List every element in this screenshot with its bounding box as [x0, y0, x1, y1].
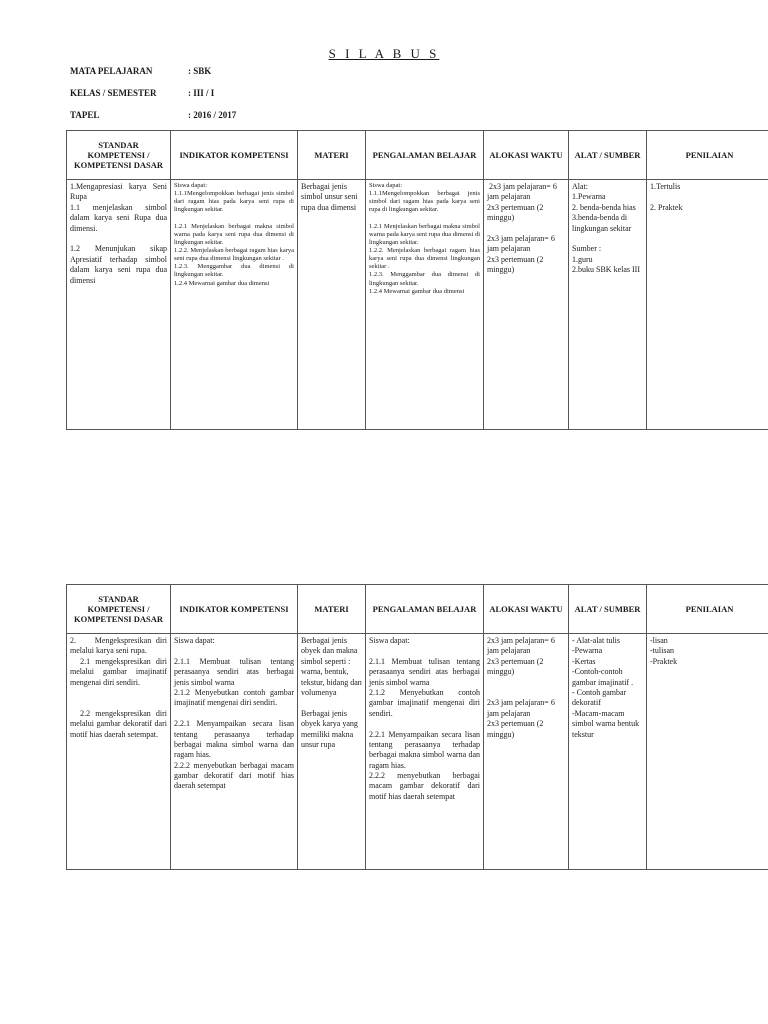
- cell-line: 1.2.2. Menjelaskan berbagai ragam hias karya seni rupa dua dimensi lingkungan sekitar .: [174, 247, 296, 263]
- cell-line: 1.Mengapresiasi karya Seni Rupa: [70, 182, 169, 202]
- cell-line: 1.2.2. Menjelaskan berbagai ragam hias karya seni rupa dua dimensi lingkungan sekitar .: [369, 247, 482, 271]
- header-alokasi-waktu: ALOKASI WAKTU: [484, 131, 569, 180]
- table-header-row: [67, 131, 768, 180]
- cell-line: Siswa dapat:: [174, 636, 215, 645]
- header-standar-kompetensi: STANDAR KOMPETENSI / KOMPETENSI DASAR: [67, 585, 171, 634]
- cell-line: [572, 234, 643, 244]
- cell-line: 2.buku SBK kelas III: [572, 265, 640, 275]
- cell-line: [70, 698, 167, 708]
- syllabus-table-1: [66, 130, 768, 430]
- cell-alat-sumber: [569, 634, 647, 870]
- cell-line: Siswa dapat:: [369, 182, 403, 189]
- cell-line: Siswa dapat:: [174, 182, 208, 189]
- cell-line: [301, 698, 362, 708]
- header-pengalaman-belajar: PENGALAMAN BELAJAR: [366, 131, 484, 180]
- meta-value: : 2016 / 2017: [188, 110, 237, 120]
- cell-line: 2.1 mengekspresikan diri melalui gambar imajinatif mengenai diri sendiri.: [70, 656, 169, 687]
- cell-penilaian: [647, 180, 768, 430]
- document-title: S I L A B U S: [328, 46, 440, 61]
- cell-line: 2.2.2 menyebutkan berbagai macam gambar dekoratif dari motif hias daerah setempat: [369, 771, 482, 801]
- cell-line: Berbagai jenis obyek dan makna simbol seperti : warna, bentuk, tekstur, bidang dan volumenya: [301, 636, 364, 697]
- header-pengalaman-belajar: PENGALAMAN BELAJAR: [366, 585, 484, 634]
- cell-line: Siswa dapat:: [369, 636, 410, 645]
- cell-line: 1.guru: [572, 254, 593, 264]
- cell-line: -Macam-macam simbol warna bentuk tekstur: [572, 708, 642, 739]
- cell-line: 2x3 jam pelajaran= 6 jam pelajaran: [487, 698, 557, 718]
- cell-pengalaman-belajar: [366, 180, 484, 430]
- cell-line: [369, 215, 480, 223]
- cell-line: - Alat-alat tulis: [572, 636, 620, 645]
- header-penilaian: PENILAIAN: [647, 131, 768, 180]
- cell-line: 2x3 pertemuan (2 minggu): [487, 719, 546, 739]
- cell-line: [174, 646, 294, 656]
- cell-line: Berbagai jenis simbol unsur seni rupa dua dimensi: [301, 182, 360, 212]
- cell-alokasi-waktu: [484, 180, 569, 430]
- cell-line: 1.2.3. Menggambar dua dimensi di lingkungan sekitar.: [174, 263, 296, 279]
- cell-line: 2.1.2 Menyebutkan contoh gambar imajinatif mengenai diri sendiri.: [369, 687, 482, 718]
- cell-line: 2. benda-benda hias: [572, 202, 636, 212]
- cell-line: -Praktek: [650, 656, 678, 666]
- table-header-row: [67, 585, 768, 634]
- meta-value: : SBK: [188, 66, 212, 76]
- cell-line: 1.Tertulis: [650, 182, 681, 191]
- cell-line: 2x3 jam pelajaran= 6 jam pelajaran: [487, 233, 557, 254]
- cell-line: 2x3 jam pelajaran= 6 jam pelajaran: [487, 182, 559, 202]
- cell-line: 2x3 pertemuan (2 minggu): [487, 254, 546, 275]
- cell-line: [70, 688, 167, 698]
- table-row: [67, 180, 768, 430]
- cell-pengalaman-belajar: [366, 634, 484, 870]
- cell-line: - Contoh gambar dekoratif: [572, 687, 629, 708]
- table-row: [67, 634, 768, 870]
- cell-line: [650, 192, 768, 202]
- cell-line: 2. Praktek: [650, 202, 683, 212]
- cell-standar-kompetensi: [67, 180, 171, 430]
- cell-alat-sumber: [569, 180, 647, 430]
- cell-indikator-kompetensi: [171, 634, 298, 870]
- cell-alokasi-waktu: [484, 634, 569, 870]
- header-alat-sumber: ALAT / SUMBER: [569, 131, 647, 180]
- cell-line: [487, 678, 565, 688]
- cell-line: [369, 646, 480, 656]
- cell-line: 1.2 Menunjukan sikap Apresiatif terhadap simbol dalam karya seni rupa dua dimensi: [70, 244, 169, 285]
- cell-line: 2.2 mengekspresikan diri melalui gambar dekoratif dari motif hias daerah setempat.: [70, 708, 169, 739]
- cell-line: 2x3 pertemuan (2 minggu): [487, 202, 546, 223]
- cell-indikator-kompetensi: [171, 180, 298, 430]
- cell-line: [369, 719, 480, 729]
- header-standar-kompetensi: STANDAR KOMPETENSI / KOMPETENSI DASAR: [67, 131, 171, 180]
- cell-line: 2.1.2 Menyebutkan contoh gambar imajinatif mengenai diri sendiri.: [174, 687, 296, 708]
- header-penilaian: PENILAIAN: [647, 585, 768, 634]
- header-indikator-kompetensi: INDIKATOR KOMPETENSI: [171, 585, 298, 634]
- cell-line: -tulisan: [650, 646, 674, 656]
- cell-line: Sumber :: [572, 244, 602, 254]
- cell-line: 1.2.4 Mewarnai gambar dua dimensi: [369, 287, 465, 295]
- cell-line: -Pewarna: [572, 646, 603, 656]
- cell-line: 2. Mengekspresikan diri melalui karya seni rupa.: [70, 636, 169, 656]
- cell-line: 1.1.1Mengelompokkan berbagai jenis simbol dari ragam hias pada karya seni rupa di lingkungan sekitar.: [174, 190, 296, 214]
- header-materi: MATERI: [298, 585, 366, 634]
- header-materi: MATERI: [298, 131, 366, 180]
- cell-line: 3.benda-benda di lingkungan sekitar: [572, 213, 632, 233]
- cell-line: -Contoh-contoh gambar imajinatif .: [572, 667, 634, 687]
- cell-line: 2.1.1 Membuat tulisan tentang perasaanya sendiri atas berbagai jenis simbol warna: [369, 656, 482, 687]
- cell-materi: [298, 634, 366, 870]
- cell-line: -lisan: [650, 636, 668, 645]
- cell-line: 2.2.2 menyebutkan berbagai macam gambar dekoratif dari motif hias daerah setempat: [174, 760, 296, 791]
- cell-line: -Kertas: [572, 656, 596, 666]
- cell-line: 1.1 menjelaskan simbol dalam karya seni Rupa dua dimensi.: [70, 202, 169, 233]
- cell-line: 2.2.1 Menyampaikan secara lisan tentang perasaanya terhadap berbagai makna simbol warna dan ragam hias.: [174, 719, 296, 760]
- cell-line: 1.2.3. Menggambar dua dimensi di lingkungan sekitar.: [369, 271, 482, 287]
- cell-line: Berbagai jenis obyek karya yang memiliki makna unsur rupa: [301, 708, 360, 749]
- cell-line: 1.2.1 Menjelaskan berbagai makna simbol warna pada karya seni rupa dua dimensi di lingkungan sekitar.: [174, 222, 296, 246]
- syllabus-table-2: [66, 584, 768, 870]
- cell-materi: [298, 180, 366, 430]
- cell-line: [487, 224, 565, 234]
- header-indikator-kompetensi: INDIKATOR KOMPETENSI: [171, 131, 298, 180]
- cell-penilaian: [647, 634, 768, 870]
- cell-line: 2x3 pertemuan (2 minggu): [487, 656, 546, 677]
- cell-line: 2x3 jam pelajaran= 6 jam pelajaran: [487, 636, 557, 656]
- cell-line: 2.2.1 Menyampaikan secara lisan tentang perasaanya terhadap berbagai makna simbol warna dan ragam hias.: [369, 729, 482, 770]
- cell-standar-kompetensi: [67, 634, 171, 870]
- cell-line: [174, 709, 294, 719]
- meta-label: TAPEL: [70, 110, 100, 120]
- header-alat-sumber: ALAT / SUMBER: [569, 585, 647, 634]
- header-alokasi-waktu: ALOKASI WAKTU: [484, 585, 569, 634]
- cell-line: Alat:: [572, 182, 588, 191]
- cell-line: 1.2.1 Menjelaskan berbagai makna simbol warna pada karya seni rupa dua dimensi di lingkungan sekitar.: [369, 222, 482, 246]
- cell-line: 1.Pewarna: [572, 192, 606, 202]
- meta-label: MATA PELAJARAN: [70, 66, 153, 76]
- cell-line: [70, 234, 167, 244]
- cell-line: 1.2.4 Mewarnai gambar dua dimensi: [174, 279, 270, 287]
- cell-line: 1.1.1Mengelompokkan berbagai jenis simbol dari ragam hias pada karya seni rupa di lingkungan sekitar.: [369, 190, 482, 214]
- meta-value: : III / I: [188, 88, 215, 98]
- cell-line: [174, 215, 294, 223]
- cell-line: [487, 688, 565, 698]
- cell-line: 2.1.1 Membuat tulisan tentang perasaanya sendiri atas berbagai jenis simbol warna: [174, 656, 296, 687]
- meta-label: KELAS / SEMESTER: [70, 88, 157, 98]
